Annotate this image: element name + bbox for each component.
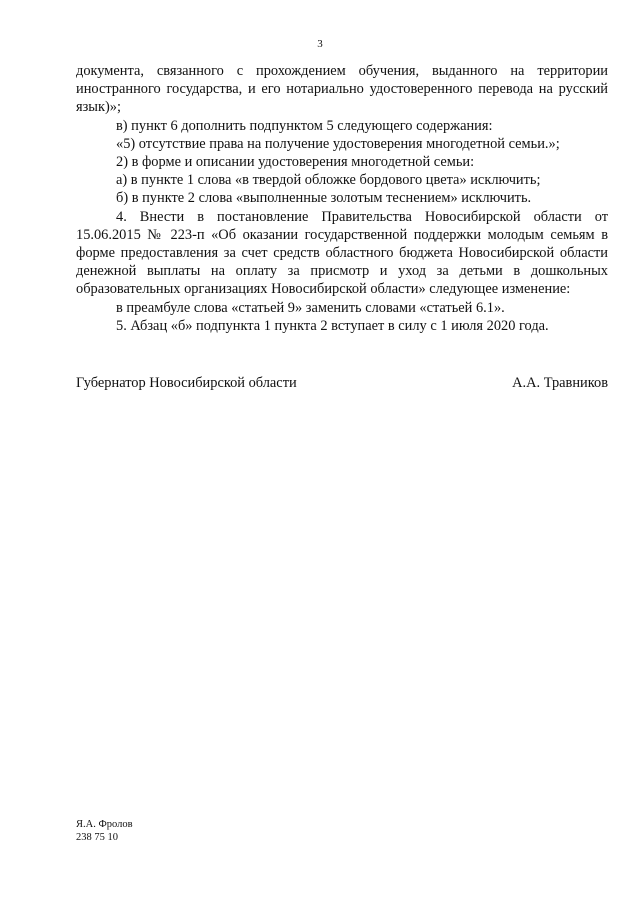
signatory-position: Губернатор Новосибирской области xyxy=(76,375,297,391)
paragraph-continuation: документа, связанного с прохождением обучения, выданного на территории иностранного государства, и его нотариально удостоверенного перевода на русский язык)»; xyxy=(76,63,608,116)
executor-name: Я.А. Фролов xyxy=(76,819,133,830)
executor-note xyxy=(76,818,133,844)
paragraph-quote-5: «5) отсутствие права на получение удостоверения многодетной семьи.»; xyxy=(116,135,560,152)
paragraph-item-5: 5. Абзац «б» подпункта 1 пункта 2 вступает в силу с 1 июля 2020 года. xyxy=(116,317,549,334)
document-body xyxy=(76,62,608,335)
page-number: 3 xyxy=(317,38,323,50)
paragraph-item-a: а) в пункте 1 слова «в твердой обложке бордового цвета» исключить; xyxy=(116,172,541,189)
paragraph-item-v: в) пункт 6 дополнить подпунктом 5 следующего содержания: xyxy=(116,117,493,134)
signature-block xyxy=(76,374,608,392)
signatory-name: А.А. Травников xyxy=(512,375,608,391)
paragraph-item-b: б) в пункте 2 слова «выполненные золотым теснением» исключить. xyxy=(116,190,532,207)
executor-phone: 238 75 10 xyxy=(76,832,118,843)
paragraph-item-4: 4. Внести в постановление Правительства Новосибирской области от 15.06.2015 № 223-п «Об оказании государственной поддержки молодым семьям в форме предоставления за счет средств областного бюджета Новосибирской области денежной выплаты на оплату за присмотр и уход за детьми в дошкольных образовательных организациях Новосибирской области» следующее изменение: xyxy=(76,208,608,298)
paragraph-preamble: в преамбуле слова «статьей 9» заменить словами «статьей 6.1». xyxy=(116,299,505,316)
paragraph-item-2: 2) в форме и описании удостоверения многодетной семьи: xyxy=(116,154,475,171)
